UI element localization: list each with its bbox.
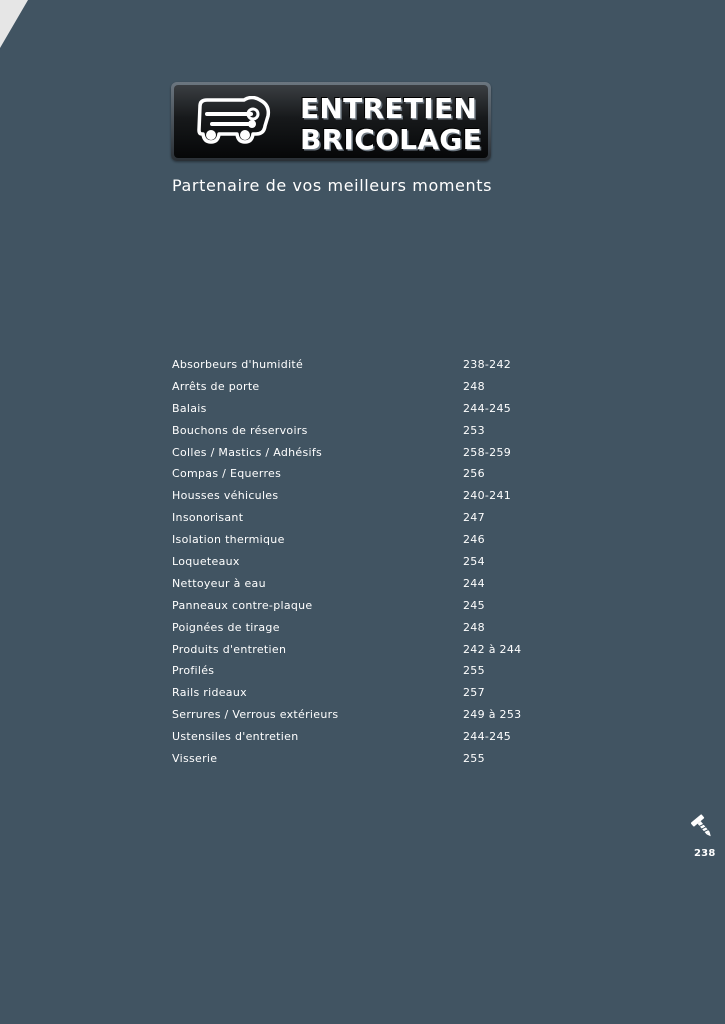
index-row-pages: 244-245 <box>463 401 512 415</box>
screw-icon <box>691 814 715 840</box>
index-row <box>172 376 532 398</box>
index-row <box>172 463 532 485</box>
index-row-pages: 255 <box>463 664 485 678</box>
banner-title-line2: BRICOLAGE <box>300 123 482 156</box>
index-row-pages: 254 <box>463 555 485 569</box>
index-row-label: Visserie <box>172 752 218 766</box>
index-row-pages: 253 <box>463 423 485 437</box>
index-row-pages: 246 <box>463 533 485 547</box>
index-row-label: Balais <box>172 401 207 415</box>
index-row-label: Absorbeurs d'humidité <box>172 358 304 371</box>
banner-title <box>300 93 482 155</box>
index-row-label: Serrures / Verrous extérieurs <box>172 708 339 722</box>
page-number: 238 <box>694 848 716 859</box>
index-row-pages: 242 à 244 <box>463 642 522 656</box>
section-banner <box>171 82 491 161</box>
index-row-label: Colles / Mastics / Adhésifs <box>172 445 323 459</box>
index-row-label: Compas / Equerres <box>172 467 282 481</box>
index-row <box>172 595 532 617</box>
index-row-label: Profilés <box>172 664 215 678</box>
index-row-pages: 258-259 <box>463 445 512 459</box>
index-row-label: Panneaux contre-plaque <box>172 598 313 612</box>
index-row-label: Nettoyeur à eau <box>172 576 266 590</box>
index-row-pages: 238-242 <box>463 358 512 371</box>
index-row-label: Loqueteaux <box>172 555 240 569</box>
index-row-label: Poignées de tirage <box>172 620 280 634</box>
index-row-label: Produits d'entretien <box>172 642 287 656</box>
index-row <box>172 704 532 726</box>
camper-tools-icon <box>194 96 276 148</box>
index-row-pages: 249 à 253 <box>463 708 522 722</box>
index-row-pages: 247 <box>463 511 485 525</box>
index-row-pages: 256 <box>463 467 485 481</box>
index-row-pages: 255 <box>463 752 485 766</box>
index-row-label: Housses véhicules <box>172 489 279 503</box>
index-row-label: Insonorisant <box>172 511 244 525</box>
index-row <box>172 682 532 704</box>
index-row <box>172 660 532 682</box>
index-row-label: Rails rideaux <box>172 686 247 700</box>
banner-title-line1: ENTRETIEN <box>300 92 478 125</box>
product-index <box>172 354 532 770</box>
page-subtitle: Partenaire de vos meilleurs moments <box>172 176 493 195</box>
index-row-label: Isolation thermique <box>172 533 285 547</box>
index-row <box>172 354 532 376</box>
index-row <box>172 398 532 420</box>
index-row <box>172 617 532 639</box>
index-row <box>172 639 532 661</box>
index-row-pages: 244-245 <box>463 730 512 744</box>
index-row-label: Ustensiles d'entretien <box>172 730 299 744</box>
index-row <box>172 551 532 573</box>
index-row-pages: 257 <box>463 686 485 700</box>
index-row-pages: 245 <box>463 598 485 612</box>
index-row <box>172 420 532 442</box>
index-row-label: Arrêts de porte <box>172 379 260 393</box>
index-row-pages: 240-241 <box>463 489 512 503</box>
index-row <box>172 485 532 507</box>
index-row <box>172 529 532 551</box>
index-row-pages: 248 <box>463 620 485 634</box>
banner-panel <box>174 85 488 158</box>
index-row <box>172 507 532 529</box>
index-row <box>172 748 532 770</box>
index-row <box>172 573 532 595</box>
index-row <box>172 442 532 464</box>
index-row-label: Bouchons de réservoirs <box>172 423 308 437</box>
index-row-pages: 248 <box>463 379 485 393</box>
index-row-pages: 244 <box>463 576 485 590</box>
page-corner-fold <box>0 0 28 48</box>
index-row <box>172 726 532 748</box>
